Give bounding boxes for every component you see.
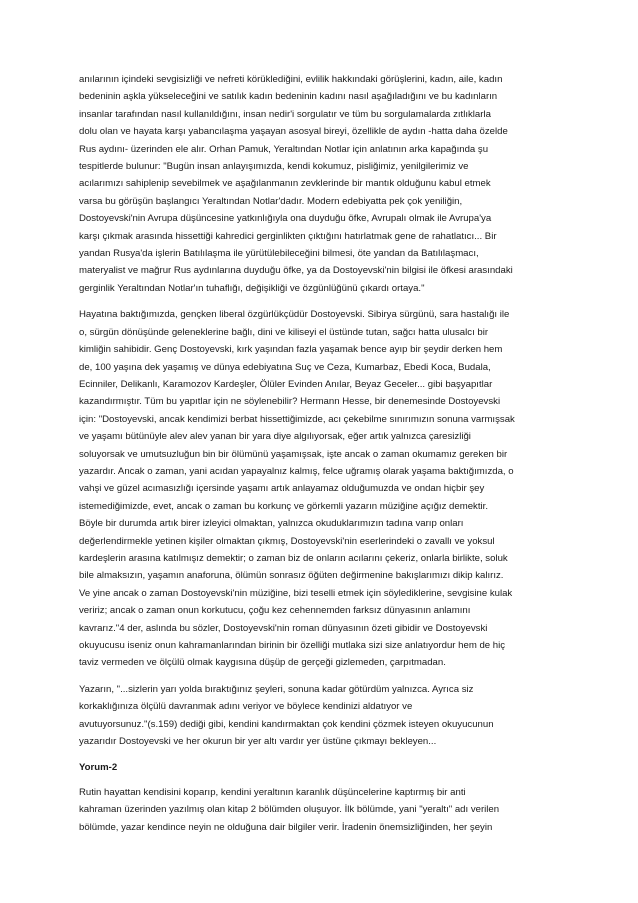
text-line: yazarıdır Dostoyevski ve her okurun bir yer altı vardır yer üstüne çıkmayı bekleyen...: [79, 736, 437, 748]
paragraph-2: [79, 306, 563, 672]
text-line: Rus aydını- üzerinden ele alır. Orhan Pamuk, Yeraltından Notlar için anlatının arka kapağında şu: [79, 143, 489, 155]
text-line: o, sürgün dönüşünde geleneklerine bağlı, dini ve kiliseyi el üstünde tutan, sağcı hatta ulusalcı bir: [79, 326, 489, 338]
text-line: insanlar tarafından nasıl kullanıldığını, insan nedir'i sorgulatır ve tüm bu sorgulamalarda zıtlıklarla: [79, 108, 491, 120]
text-line: Hayatına baktığımızda, gençken liberal özgürlükçüdür Dostoyevski. Sibirya sürgünü, sara hastalığı ile: [79, 309, 510, 321]
text-line: kardeşlerin arasına katılmışız demektir; o zaman biz de onların acılarını çekeriz, onlarla birlikte, soluk: [79, 552, 508, 564]
text-line: soluyorsak ve umutsuzluğun bin bir ölümünü yaşamışsak, işte ancak o zaman okumamız gereken bir: [79, 448, 508, 460]
document-page: [79, 71, 563, 845]
paragraph-4: [79, 784, 563, 836]
text-line: için: "Dostoyevski, ancak kendimizi berbat hissettiğimizde, acı çekebilme sınırımızın sonuna varmışsak: [79, 413, 515, 425]
paragraph-1: [79, 71, 563, 297]
text-line: gerginlik Yeraltından Notlar'ın tuhaflığı, değişikliği ve özgünlüğünü çıkardı ortaya.": [79, 282, 425, 294]
text-line: yazardır. Ancak o zaman, yani acıdan yapayalnız kalmış, felce uğramış olarak yaşama baktığımızda, o: [79, 465, 514, 477]
text-line: anılarının içindeki sevgisizliği ve nefreti körüklediğini, evlilik hakkındaki görüşlerini, kadın, aile, kadın: [79, 74, 503, 85]
text-line: Ve yine ancak o zaman Dostoyevski'nin müziğine, bizi teselli etmek için söylediklerine, sevgisine kulak: [79, 587, 513, 599]
text-line: avutuyorsunuz."(s.159) dediği gibi, kendini kandırmaktan çok kendini çözmek isteyen okuyucunun: [79, 718, 494, 730]
text-line: bedeninin aşkla yükseleceğini ve satılık kadın bedeninin kadını nasıl aşağıladığını ve bu kadınların: [79, 91, 498, 103]
text-line: bile almaksızın, yaşamın anaforuna, ölümün sonrasız öğüten değirmenine bakışlarımızı dikip kalırız.: [79, 570, 504, 582]
text-line: ve yaşamı bütünüyle alev alev yanan bir yara diye algılıyorsak, eğer artık yalnızca çaresizliği: [79, 431, 471, 443]
text-line: Ecinniler, Delikanlı, Karamozov Kardeşler, Ölüler Evinden Anılar, Beyaz Geceler... gibi başyapıtlar: [79, 378, 493, 390]
text-line: kavrarız."4 der, aslında bu sözler, Dostoyevski'nin roman dünyasının özeti gibidir ve Dostoyevski: [79, 622, 488, 634]
text-line: Rutin hayattan kendisini koparıp, kendini yeraltının karanlık düşüncelerine kaptırmış bir anti: [79, 786, 466, 798]
text-line: karşı çıkmak arasında hissettiği kahredici gerginlikten çıktığını hatırlatmak gene de rahatlatıcı... Bir: [79, 230, 497, 242]
text-line: yandan Rusya'da işlerin Batılılaşma ile yürütülebileceğini bilmesi, öte yandan da Batılılaşmacı,: [79, 248, 479, 260]
text-line: de, 100 yaşına dek yaşamış ve dünya edebiyatına Suç ve Ceza, Kumarbaz, Ebedi Koca, Budala,: [79, 361, 491, 373]
text-line: Böyle bir durumda artık birer izleyici olmaktan, yalnızca okuduklarımızın tadına varıp onları: [79, 518, 464, 530]
text-line: değerlendirmekle yetinen kişiler olmaktan çıkmış, Dostoyevski'nin eserlerindeki o zavallı ve yoksul: [79, 535, 495, 547]
text-line: veririz; ancak o zaman onun korkutucu, çoğu kez cehennemden farksız dünyasının anlamını: [79, 605, 471, 617]
text-line: tespitlerde bulunur: "Bugün insan anlayışımızda, kendi kokumuz, pisliğimiz, yenilgilerimiz ve: [79, 161, 469, 173]
text-line: istemediğimizde, evet, ancak o zaman bu korkunç ve görkemli yazarın müziğine açığız demektir.: [79, 500, 488, 512]
text-line: materyalist ve mağrur Rus aydınlarına duyduğu öfke, ya da Dostoyevski'nin bilgisi ile öfkesi arasındaki: [79, 265, 513, 277]
text-line: vahşi ve güzel acımasızlığı içersinde yaşamı artık anlayamaz olduğumuzda ve ondan hiçbir şey: [79, 483, 485, 495]
text-line: korkaklığınıza ölçülü davranmak adını veriyor ve böylece kendinizi aldatıyor ve: [79, 701, 413, 713]
text-line: kahraman üzerinden yazılmış olan kitap 2 bölümden oluşuyor. İlk bölümde, yani "yeraltı" adı verilen: [79, 804, 500, 816]
text-line: kazandırmıştır. Tüm bu yapıtlar için ne söylenebilir? Hermann Hesse, bir denemesinde Dostoyevski: [79, 396, 501, 408]
text-line: kimliğin sahibidir. Genç Dostoyevski, kırk yaşından fazla yaşamak bence ayıp bir şeydir derken hem: [79, 344, 503, 356]
text-line: okuyucusu iseniz onun kahramanlarından birinin bir özelliği mutlaka sizi size anlatıyordur hem de hiç: [79, 640, 506, 651]
text-line: bölümde, yazar kendince neyin ne olduğuna dair bilgiler verir. İradenin önemsizliğinden, her şeyin: [79, 821, 493, 833]
text-line: Dostoyevski'nin Avrupa düşüncesine yatkınlığıyla ona duyduğu öfke, Avrupalı olmak ile Avrupa'ya: [79, 213, 492, 225]
text-line: varsa bu görüşün başlangıcı Yeraltından Notlar'dadır. Modern edebiyatta pek çok yeniliğin,: [79, 195, 463, 207]
text-line: taviz vermeden ve ölçülü olmak kaygısına düşüp de gerçeği gizlemeden, çarpıtmadan.: [79, 657, 446, 669]
text-line: Yazarın, "...sizlerin yarı yolda bıraktığınız şeyleri, sonuna kadar götürdüm yalnızca. Ayrıca siz: [79, 683, 474, 695]
section-heading: Yorum-2: [79, 762, 118, 774]
text-line: dolu olan ve hayata karşı yabancılaşma yaşayan asosyal bireyi, özellikle de aydın -hatta daha özelde: [79, 126, 508, 138]
paragraph-3: [79, 681, 563, 751]
text-line: acılarımızı sahiplenip sevebilmek ve aşağılanmanın zevklerinde bir mantık olduğunu kabul etmek: [79, 178, 491, 190]
